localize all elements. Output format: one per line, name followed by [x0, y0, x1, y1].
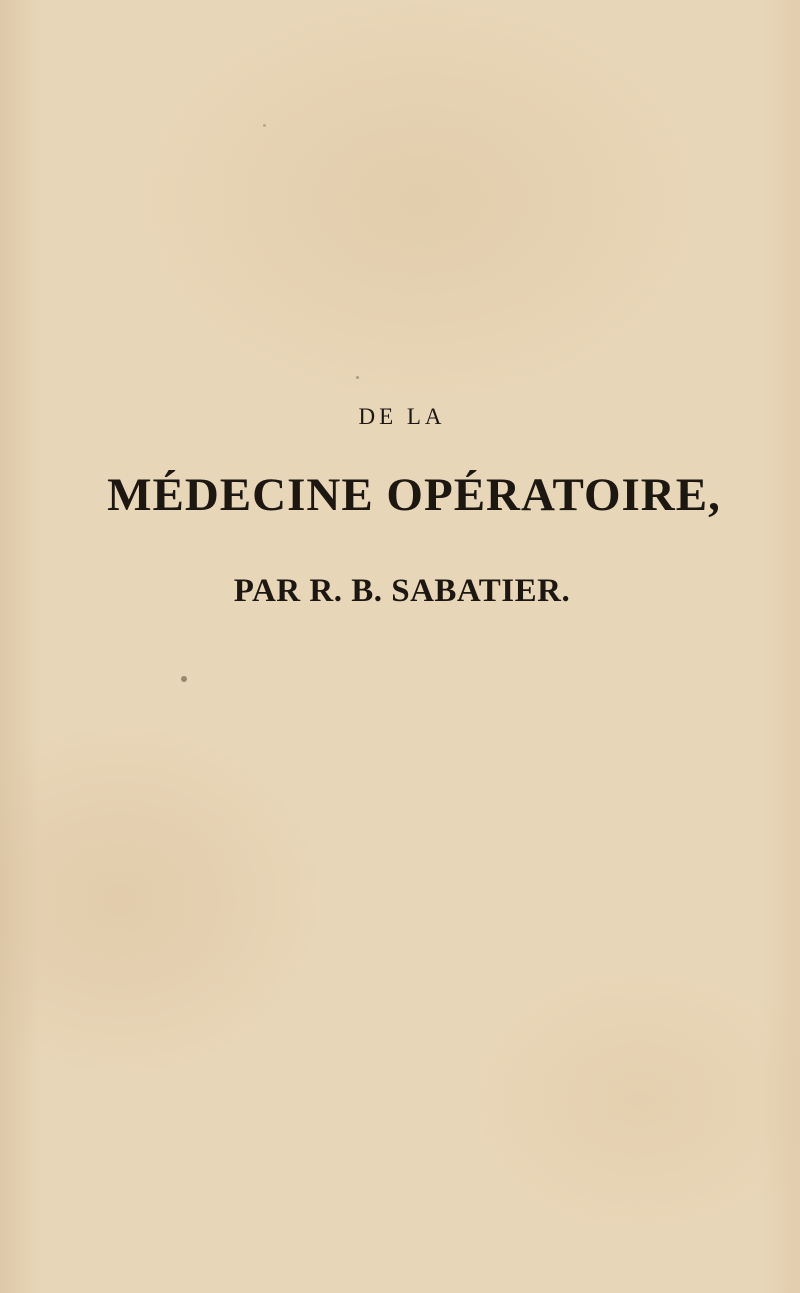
ink-speck — [263, 124, 266, 127]
page-title: MÉDECINE OPÉRATOIRE, — [107, 469, 721, 521]
ink-speck — [356, 376, 359, 379]
ink-speck — [181, 676, 187, 682]
author-line: PAR R. B. SABATIER. — [233, 573, 571, 609]
heading-small: DE LA — [358, 404, 446, 429]
